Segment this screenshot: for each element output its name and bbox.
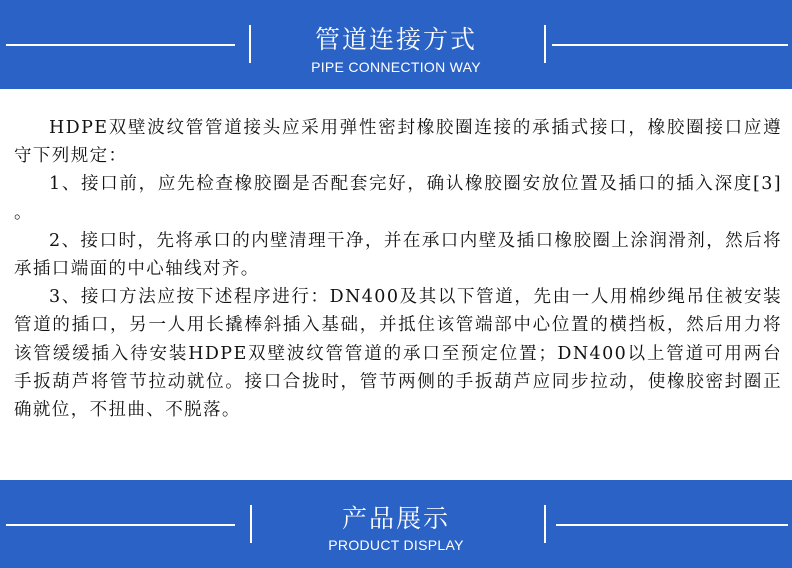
section-subtitle: PIPE CONNECTION WAY (311, 59, 481, 75)
paragraph-intro: HDPE双壁波纹管管道接头应采用弹性密封橡胶圈连接的承插式接口，橡胶圈接口应遵守下列规定： (14, 118, 782, 167)
paragraph-step-3: 3、接口方法应按下述程序进行：DN400及其以下管道，先由一人用棉纱绳吊住被安装管道的插口，另一人用长撬棒斜插入基础，并抵住该管端部中心位置的横挡板，然后用力将该管缓缓插入待安装HDPE双壁波纹管管道的承口至预定位置；DN400以上管道可用两台手扳葫芦将管节拉动就位。接口合拢时，管节两侧的手扳葫芦应同步拉动，使橡胶密封圈正确就位，不扭曲、不脱落。 (14, 287, 782, 421)
section-header-connection (0, 0, 792, 89)
footer-bar-right (544, 505, 546, 543)
section-header-product-display (0, 480, 792, 568)
connection-description (14, 114, 782, 424)
section-title: 管道连接方式 (314, 25, 477, 54)
paragraph-step-2: 2、接口时，先将承口的内壁清理干净，并在承口内壁及插口橡胶圈上涂润滑剂，然后将承插口端面的中心轴线对齐。 (14, 230, 782, 280)
section-subtitle: PRODUCT DISPLAY (328, 537, 464, 553)
section-title: 产品展示 (341, 504, 450, 533)
header-bar-right (544, 25, 546, 63)
header-divider-right (552, 44, 788, 46)
footer-divider-right (556, 524, 788, 526)
paragraph-step-1: 1、接口前，应先检查橡胶圈是否配套完好，确认橡胶圈安放位置及插口的插入深度[3] 。 (14, 174, 782, 223)
